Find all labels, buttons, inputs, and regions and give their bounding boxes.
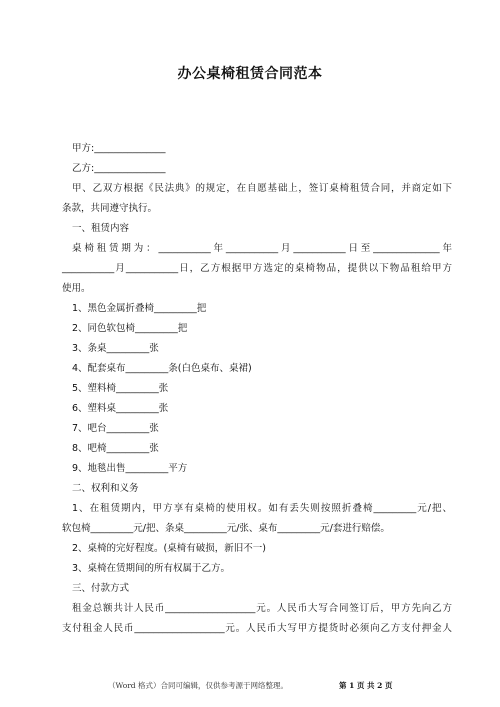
list-item: 3、条桌_________张 [72,343,159,354]
rights-line-3: 3、桌椅在赁期间的所有权属于乙方。 [72,563,231,574]
list-item: 9、地毯出售_________平方 [72,463,188,474]
section-heading-lease: 一、租赁内容 [72,223,130,234]
payment-line-2: 支付租金人民币___________________元。人民币大写甲方提货时必须向乙方支付押金人 [62,623,452,634]
section-heading-payment: 三、付款方式 [72,583,130,594]
rights-line-1a: 1、在租赁期内，甲方享有桌椅的使用权。如有丢失则按照折叠椅_________元/把、 [72,503,452,514]
list-item: 8、吧椅_________张 [72,443,159,454]
intro-line-2: 条款，共同遵守执行。 [62,203,158,214]
list-item: 4、配套桌布_________条(白色桌布、桌裙) [72,363,252,374]
lease-term-line-2: ___________月___________日，乙方根据甲方选定的桌椅物品，提供以下物品租给甲方 [62,263,452,274]
list-item: 2、同色软包椅_________把 [72,323,188,334]
intro-line-1: 甲、乙双方根据《民法典》的规定，在自愿基础上，签订桌椅租赁合同，并商定如下 [72,183,452,194]
footer-note: （Word 格式）合同可编辑，仅供参考源于网络整理。 [108,681,288,690]
lease-term-line-3: 使用。 [62,283,91,294]
list-item: 5、塑料椅_________张 [72,383,169,394]
section-heading-rights: 二、权利和义务 [72,483,139,494]
payment-line-1: 租金总额共计人民币___________________元。人民币大写合同签订后，甲方先向乙方 [72,603,452,614]
footer-page-number: 第 1 页 共 2 页 [339,681,393,690]
list-item: 1、黑色金属折叠椅_________把 [72,303,207,314]
rights-line-2: 2、桌椅的完好程度。(桌椅有破损，新旧不一) [72,543,266,554]
party-a-line: 甲方:_______________ [72,143,166,154]
list-item: 6、塑料桌_________张 [72,403,169,414]
list-item: 7、吧台_________张 [72,423,159,434]
rights-line-1b: 软包椅_________元/把、条桌_________元/张、桌布_________元/套进行赔偿。 [62,523,390,534]
lease-term-line-1: 桌椅租赁期为：___________年___________月___________日至______________年 [72,243,452,254]
document-title: 办公桌椅租赁合同范本 [177,66,323,82]
party-b-line: 乙方:_______________ [72,163,166,174]
